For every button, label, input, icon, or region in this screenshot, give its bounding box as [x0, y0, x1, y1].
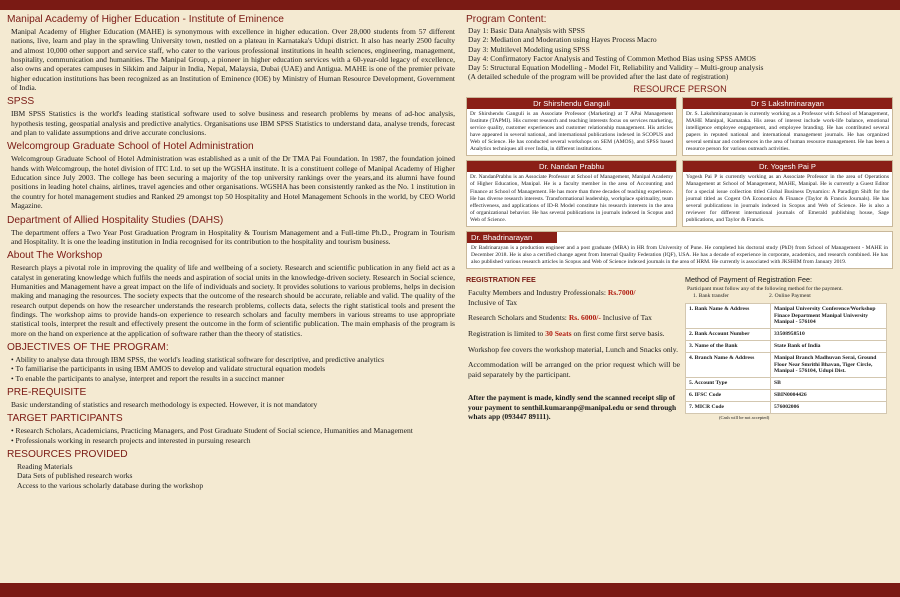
registration-heading: REGISTRATION FEE [466, 275, 536, 285]
resource-person-name: Dr S Lakshminarayan [683, 98, 892, 109]
section-text-dahs: The department offers a Two Year Post Graduation Program in Hospitality & Tourism Management and a Full-time Ph.D., Program in Tourism and Hospitality. It is one the leading institution in India recognised for its contribution to the hospitality and tourism business. [11, 227, 455, 246]
target-heading: TARGET PARTICIPANTS [7, 413, 123, 425]
table-cell-value: Manipal Branch Madhuvan Serai, Ground Floor Near Smrithi Bhavan, Tiger Circle, Manipal - 576104, Udupi Dist. [771, 352, 887, 377]
table-cell-key: 4. Branch Name & Address [686, 352, 771, 377]
section-heading-workshop: About The Workshop [7, 250, 103, 262]
resource-person-bio: Dr. NandanPrabhu is an Associate Professor at School of Management, Manipal Academy of Higher Education, Manipal. He is a faculty member in the area of Accounting and Finance at School of Management. He has more than three decades of teaching experience. He has diverse research interests. Transformational leadership, workplace spirituality, team effectiveness, and applications of ID-R Model constitute his research interests in the area of organizational behavior. He has several publications in journals indexed in Scopus and Web of Science. [470, 174, 673, 223]
left-column [7, 14, 455, 580]
resource-person-name: Dr. Nandan Prabhu [467, 161, 676, 172]
table-row [686, 303, 887, 328]
table-cell-value: SB [771, 378, 887, 390]
section-text-spss: IBM SPSS Statistics is the world's leading statistical software used to solve business and research problems by means of ad-hoc analysis, hypothesis testing, geospatial analysis and predictive analytics. Organisations use IBM SPSS Statistics to understand data, analyse trends, forecast and plan to validate assumptions and drive accurate conclusions. [11, 109, 455, 138]
table-row [686, 390, 887, 402]
table-cell-key: 6. IFSC Code [686, 390, 771, 402]
program-line: Day 3: Multilevel Modeling using SPSS [468, 44, 590, 54]
table-cell-key: 3. Name of the Bank [686, 341, 771, 353]
payment-option-bank: 1. Bank transfer [693, 293, 729, 300]
right-column [466, 14, 894, 580]
program-line: Day 2: Mediation and Moderation using Hayes Process Macro [468, 35, 657, 45]
resource-person-card [682, 97, 893, 157]
table-cell-key: 7. MICR Code [686, 401, 771, 413]
table-row [686, 401, 887, 413]
faculty-fee [468, 288, 680, 307]
registration-payment-area [466, 275, 894, 421]
list-item: Data Sets of published research works [17, 471, 133, 481]
bank-details-table [685, 303, 887, 414]
resource-person-card [682, 160, 893, 227]
table-row [686, 329, 887, 341]
resource-person-bio: Dr Badrinarayan is a production engineer and a post graduate (MBA) in HR from University of Pune. He completed his doctoral study (PhD) from School of Management - MAHE in December 2018. He is also a certified change agent from Internal Quality Federation (IQF), USA. He has a decade of experience in corporate, academics, and research combined. He has also published various research articles in Scopus and Web of Science indexed journals in the area of HRM. He currently is associated with JKSHIM from January 2019. [471, 245, 888, 266]
student-fee [468, 313, 680, 323]
accommodation-note: Accommodation will be arranged on the prior request which will be paid separately by the participant. [468, 360, 680, 379]
student-fee-label: Research Scholars and Students: [468, 313, 569, 323]
objectives-heading: OBJECTIVES OF THE PROGRAM: [7, 341, 169, 353]
student-fee-amount: Rs. 6000/- [568, 313, 601, 323]
table-cell-value: 33508958510 [771, 329, 887, 341]
resource-person-bio: Dr Shirshendu Ganguli is an Associate Professor (Marketing) at T APai Management Institute (TAPMI). His current research and teaching interests focus on services marketing, service quality, customer experiences and customer relationship management. His articles have appeared in several national, and international publications indexed in SCOPUS and Web of Science. He has conducted several workshops on SEM (AMOS), and SPSS based Analytics techniques all over India, in different institutions. [470, 110, 673, 153]
list-item: Access to the various scholarly database during the workshop [17, 480, 204, 490]
program-content-heading: Program Content: [466, 14, 547, 25]
section-text-mahe: Manipal Academy of Higher Education (MAHE) is synonymous with excellence in higher education. Over 28,000 students from 57 different nations, live, learn and play in the sprawling University town, nestled on a plateau in Karnataka's Udupi district. It also has nearly 2500 faculty and almost 10,000 other support and service staff, who cater to the various professional institutions in health sciences, engineering, management, hospitality, communication and humanities. The Manipal Group, a pioneer in higher education services with a 60-year-old legacy of excellence, also owns and operates campuses in Sikkim and Jaipur in India, Nepal, Malaysia, Dubai (UAE) and Antigua. MAHE is one of the premier private higher education institutions has been recognized as an Institution of Eminence (IOE) by Ministry of Human Resource Development, Government of India. [11, 27, 455, 93]
program-line: Day 1: Basic Data Analysis with SPSS [468, 26, 585, 35]
seat-count: 30 Seats [545, 329, 572, 339]
cash-note: (Cash will be not accepted) [719, 414, 770, 420]
list-item: Reading Materials [17, 462, 73, 471]
table-cell-value: State Bank of India [771, 341, 887, 353]
table-row [686, 341, 887, 353]
resource-person-card [466, 97, 677, 157]
resources-heading: RESOURCES PROVIDED [7, 449, 128, 460]
faculty-fee-label: Faculty Members and Industry Professionals: [468, 288, 608, 298]
list-item: • Ability to analyse data through IBM SPSS, the world's leading statistical software for descriptive, and predictive analytics [11, 355, 455, 364]
faculty-fee-tax: Inclusive of Tax [468, 297, 518, 307]
resource-person-name: Dr. Yogesh Pai P [683, 161, 892, 172]
list-item: • Professionals working in research projects and interested in pursuing research [11, 436, 455, 445]
section-text-wgsha: Welcomgroup Graduate School of Hotel Administration was established as a unit of the Dr TMA Pai Foundation. In 1987, the foundation joined hands with Welcomgroup, the hotel division of ITC Ltd. to set up the WGSHA institute. It is a constituent college of Manipal Academy of Higher Education since July 2003. The college has been securing a majority of the top university rankings over the years,and its alumni have found positions in leading hotel chains, airlines, travel agencies and other organisations. WGSHA has been consistently ranked as the No. 1 institution in the country for hotel management studies and Ranked 29 amongst top 50 Hospitality and Hotel Management Schools in the world, by CEO World Magazine. [11, 154, 455, 211]
fee-covers: Workshop fee covers the workshop material, Lunch and Snacks only. [468, 344, 678, 354]
table-cell-value: Manipal University Conference/Workshop Finace Department Manipal University Manipal - 576104 [771, 303, 887, 328]
resource-person-card-wide [466, 231, 893, 269]
payment-panel [685, 275, 894, 421]
section-heading-dahs: Department of Allied Hospitality Studies (DAHS) [7, 214, 224, 226]
list-item: • To familiarise the participants in using IBM AMOS to develop and validate structural equation models [11, 364, 455, 373]
target-list [11, 426, 455, 445]
registration-panel [466, 275, 680, 421]
list-item: • To enable the participants to analyse, interpret and report the results in a succinct manner [11, 374, 455, 383]
resource-person-heading: RESOURCE PERSON [633, 83, 727, 94]
section-text-workshop: Research plays a pivotal role in improving the quality of life and wellbeing of a society. Research and scientific publication in any field act as a catalyst in generating knowledge which fulfils the needs and aspiration of social units in the knowledge-driven society. Research in Social science, Humanities and Management have a great impact on the life of individuals and society. It provides solutions to various problems, helps in decision making and managing the resources. The society expects that the outcome of the research should be accurate, reliable and valid. The quality of the research output depends on how the researcher understands the research problems, collects data, selects the right statistical tools and present the findings. The workshop aims to provide hands-on experience to research scholars and faculty members in various streams to use appropriate statistical tools, interpret the result and effectively present the outcome in the form of scientific publication. The main emphasis of the program is more on the hand on experience at the application of software rather than the theory of statistics. [11, 263, 455, 338]
resource-person-bio: Dr. S. Lakshminarayanan is currently working as a Professor with School of Management, MAHE Manipal, Karnataka. His areas of interest include work-life balance, emotional intelligence employee engagement, and employee branding. He has contributed several papers in reputed national and international management journals. He has organized several seminar and conferences in the area of human resource management. He has been a resource person for various outreach activities. [686, 110, 889, 153]
table-row [686, 378, 887, 390]
resource-person-card [466, 160, 677, 227]
table-cell-key: 5. Account Type [686, 378, 771, 390]
table-row [686, 352, 887, 377]
program-line: Day 5: Structural Equation Modelling - Model Fit, Reliability and Validity – Multi-group analysis [468, 63, 764, 73]
payment-heading: Method of Payment of Registration Fee: [685, 275, 813, 285]
resource-person-bio: Yogesh Pai P is currently working as an Associate Professor in the area of Operations Management at School of Management, MAHE, Manipal. He is currently a Guest Editor for a special issue collection titled Global Business Dynamics: A Paradigm Shift for the journal titled as Cogent OA Economics & Finance (Taylor & Francis Journals). He has several publications in journals indexed in Scopus and Web of Science. He is also a reviewer for different international journals of Emerald publishing house, Sage publications, and Taylor & Francis. [686, 174, 889, 223]
student-fee-tax: Inclusive of Tax [600, 313, 652, 323]
program-note: (A detailed schedule of the program will be provided after the last date of registration) [468, 72, 729, 82]
list-item: • Research Scholars, Academicians, Practicing Managers, and Post Graduate Student of Social science, Humanities and Management [11, 426, 455, 435]
seat-limit-suffix: on first come first serve basis. [571, 329, 665, 339]
table-cell-value: SBIN0004426 [771, 390, 887, 402]
program-line: Day 4: Confirmatory Factor Analysis and Testing of Common Method Bias using SPSS AMOS [468, 53, 757, 63]
prerequisite-text: Basic understanding of statistics and research methodology is expected. However, it is not mandatory [11, 399, 318, 409]
section-heading-wgsha: Welcomgroup Graduate School of Hotel Administration [7, 141, 254, 153]
faculty-fee-amount: Rs.7000/ [607, 288, 636, 298]
program-content-list [466, 26, 894, 82]
seat-limit-label: Registration is limited to [468, 329, 546, 339]
payment-options [693, 293, 894, 300]
resource-person-name: Dr. Bhadrinarayan [467, 232, 557, 243]
bottom-bar [0, 583, 900, 597]
resources-list [15, 462, 455, 490]
seat-limit [468, 329, 680, 339]
table-cell-key: 1. Bank Name & Address [686, 303, 771, 328]
payment-receipt-instructions: After the payment is made, kindly send the scanned receipt slip of your payment to senthil.kumaranp@manipal.edu or send through whats app (093447 89111). [468, 393, 677, 422]
payment-option-online: 2. Online Payment [769, 293, 811, 300]
section-heading-mahe: Manipal Academy of Higher Education - Institute of Eminence [7, 14, 284, 25]
resource-person-name: Dr Shirshendu Ganguli [467, 98, 676, 109]
section-heading-spss: SPSS [7, 96, 35, 108]
payment-intro: Participant must follow any of the following method for the payment. [687, 286, 843, 293]
resource-person-grid [466, 97, 894, 227]
table-cell-value: 576002006 [771, 401, 887, 413]
table-cell-key: 2. Bank Account Number [686, 329, 771, 341]
top-bar [0, 0, 900, 10]
objectives-list [11, 355, 455, 383]
prerequisite-heading: PRE-REQUISITE [7, 386, 87, 398]
